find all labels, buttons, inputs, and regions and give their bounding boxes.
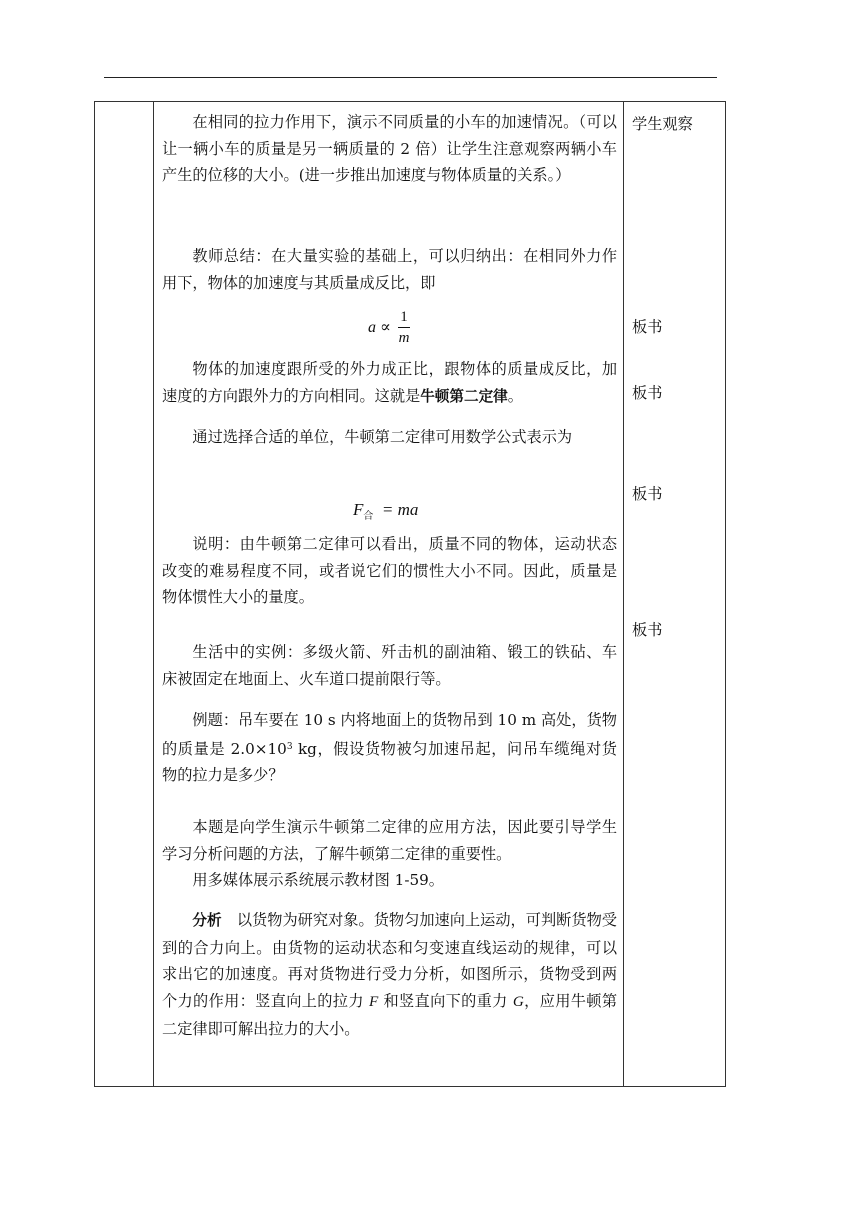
note-board-1: 板书	[632, 318, 663, 336]
formula-newton-second	[353, 500, 418, 522]
fraction-numerator: 1	[400, 309, 408, 325]
analysis-text-a: 以货物为研究对象。货物匀加速向上运动，可判断货物受到的合力向上。由货物的运动状态和匀变速直线运动的规律，可以求出它的加速度。再对货物进行受力分析，如图所示，货物受到两个力的作用：竖直向上的拉力	[162, 911, 617, 1011]
problem-exponent: 3	[286, 741, 293, 752]
formula-subscript: 合	[363, 511, 374, 522]
paragraph-analysis	[162, 907, 617, 1043]
newton-law-end: 。	[507, 386, 523, 405]
analysis-gravity-g: G	[512, 993, 524, 1011]
fraction-denominator: m	[398, 330, 410, 346]
analysis-text-b: 和竖直向下的重力	[378, 992, 513, 1011]
paragraph-newton-law	[162, 356, 617, 410]
fraction-bar	[398, 327, 410, 328]
analysis-force-f: F	[369, 993, 379, 1011]
notes-column	[624, 102, 726, 1087]
note-board-4: 板书	[632, 621, 663, 639]
lesson-table	[94, 101, 726, 1087]
analysis-text-c: ，应用牛顿第二定律即可解出拉力的大小。	[162, 992, 618, 1038]
header-rule	[104, 77, 717, 78]
analysis-label: 分析	[192, 912, 222, 929]
paragraph-explanation: 说明：由牛顿第二定律可以看出，质量不同的物体，运动状态改变的难易程度不同，或者说它们的惯性大小不同。因此，质量是物体惯性大小的量度。	[162, 535, 617, 607]
paragraph-teacher-summary: 教师总结：在大量实验的基础上，可以归纳出：在相同外力作用下，物体的加速度与其质量成反比，即	[162, 247, 617, 292]
problem-text-b: kg，假设货物被匀加速吊起，问吊车缆绳对货物的拉力是多少？	[162, 739, 617, 785]
paragraph-method: 本题是向学生演示牛顿第二定律的应用方法，因此要引导学生学习分析问题的方法，了解牛顿第二定律的重要性。	[162, 818, 617, 863]
newton-law-term: 牛顿第二定律	[420, 387, 508, 405]
note-board-2: 板书	[632, 384, 663, 402]
paragraph-examples: 生活中的实例：多级火箭、歼击机的副油箱、锻工的铁砧、车床被固定在地面上、火车道口提前限行等。	[162, 643, 617, 688]
note-student-observe: 学生观察	[632, 115, 693, 133]
stage-column	[95, 102, 154, 1087]
problem-text-a: 例题：吊车要在 10 s 内将地面上的货物吊到 10 m 高处，货物的质量是 2.0×10	[162, 711, 617, 758]
paragraph-example-problem	[162, 707, 617, 789]
content-column	[154, 102, 624, 1087]
note-board-3: 板书	[632, 485, 663, 503]
paragraph-formula-intro: 通过选择合适的单位，牛顿第二定律可用数学公式表示为	[192, 428, 573, 446]
formula-proportional-lhs: a ∝	[368, 319, 391, 336]
formula-fraction	[398, 308, 410, 347]
newton-law-text: 物体的加速度跟所受的外力成正比，跟物体的质量成反比，加速度的方向跟外力的方向相同。这就是	[162, 360, 617, 405]
paragraph-multimedia: 用多媒体展示系统展示教材图 1-59。	[192, 871, 444, 889]
paragraph-demo: 在相同的拉力作用下，演示不同质量的小车的加速情况。（可以让一辆小车的质量是另一辆质量的 2 倍）让学生注意观察两辆小车产生的位移的大小。(进一步推出加速度与物体质量的关系。）	[162, 113, 617, 185]
formula-rhs: = ma	[381, 500, 419, 519]
formula-force: F	[353, 500, 364, 519]
